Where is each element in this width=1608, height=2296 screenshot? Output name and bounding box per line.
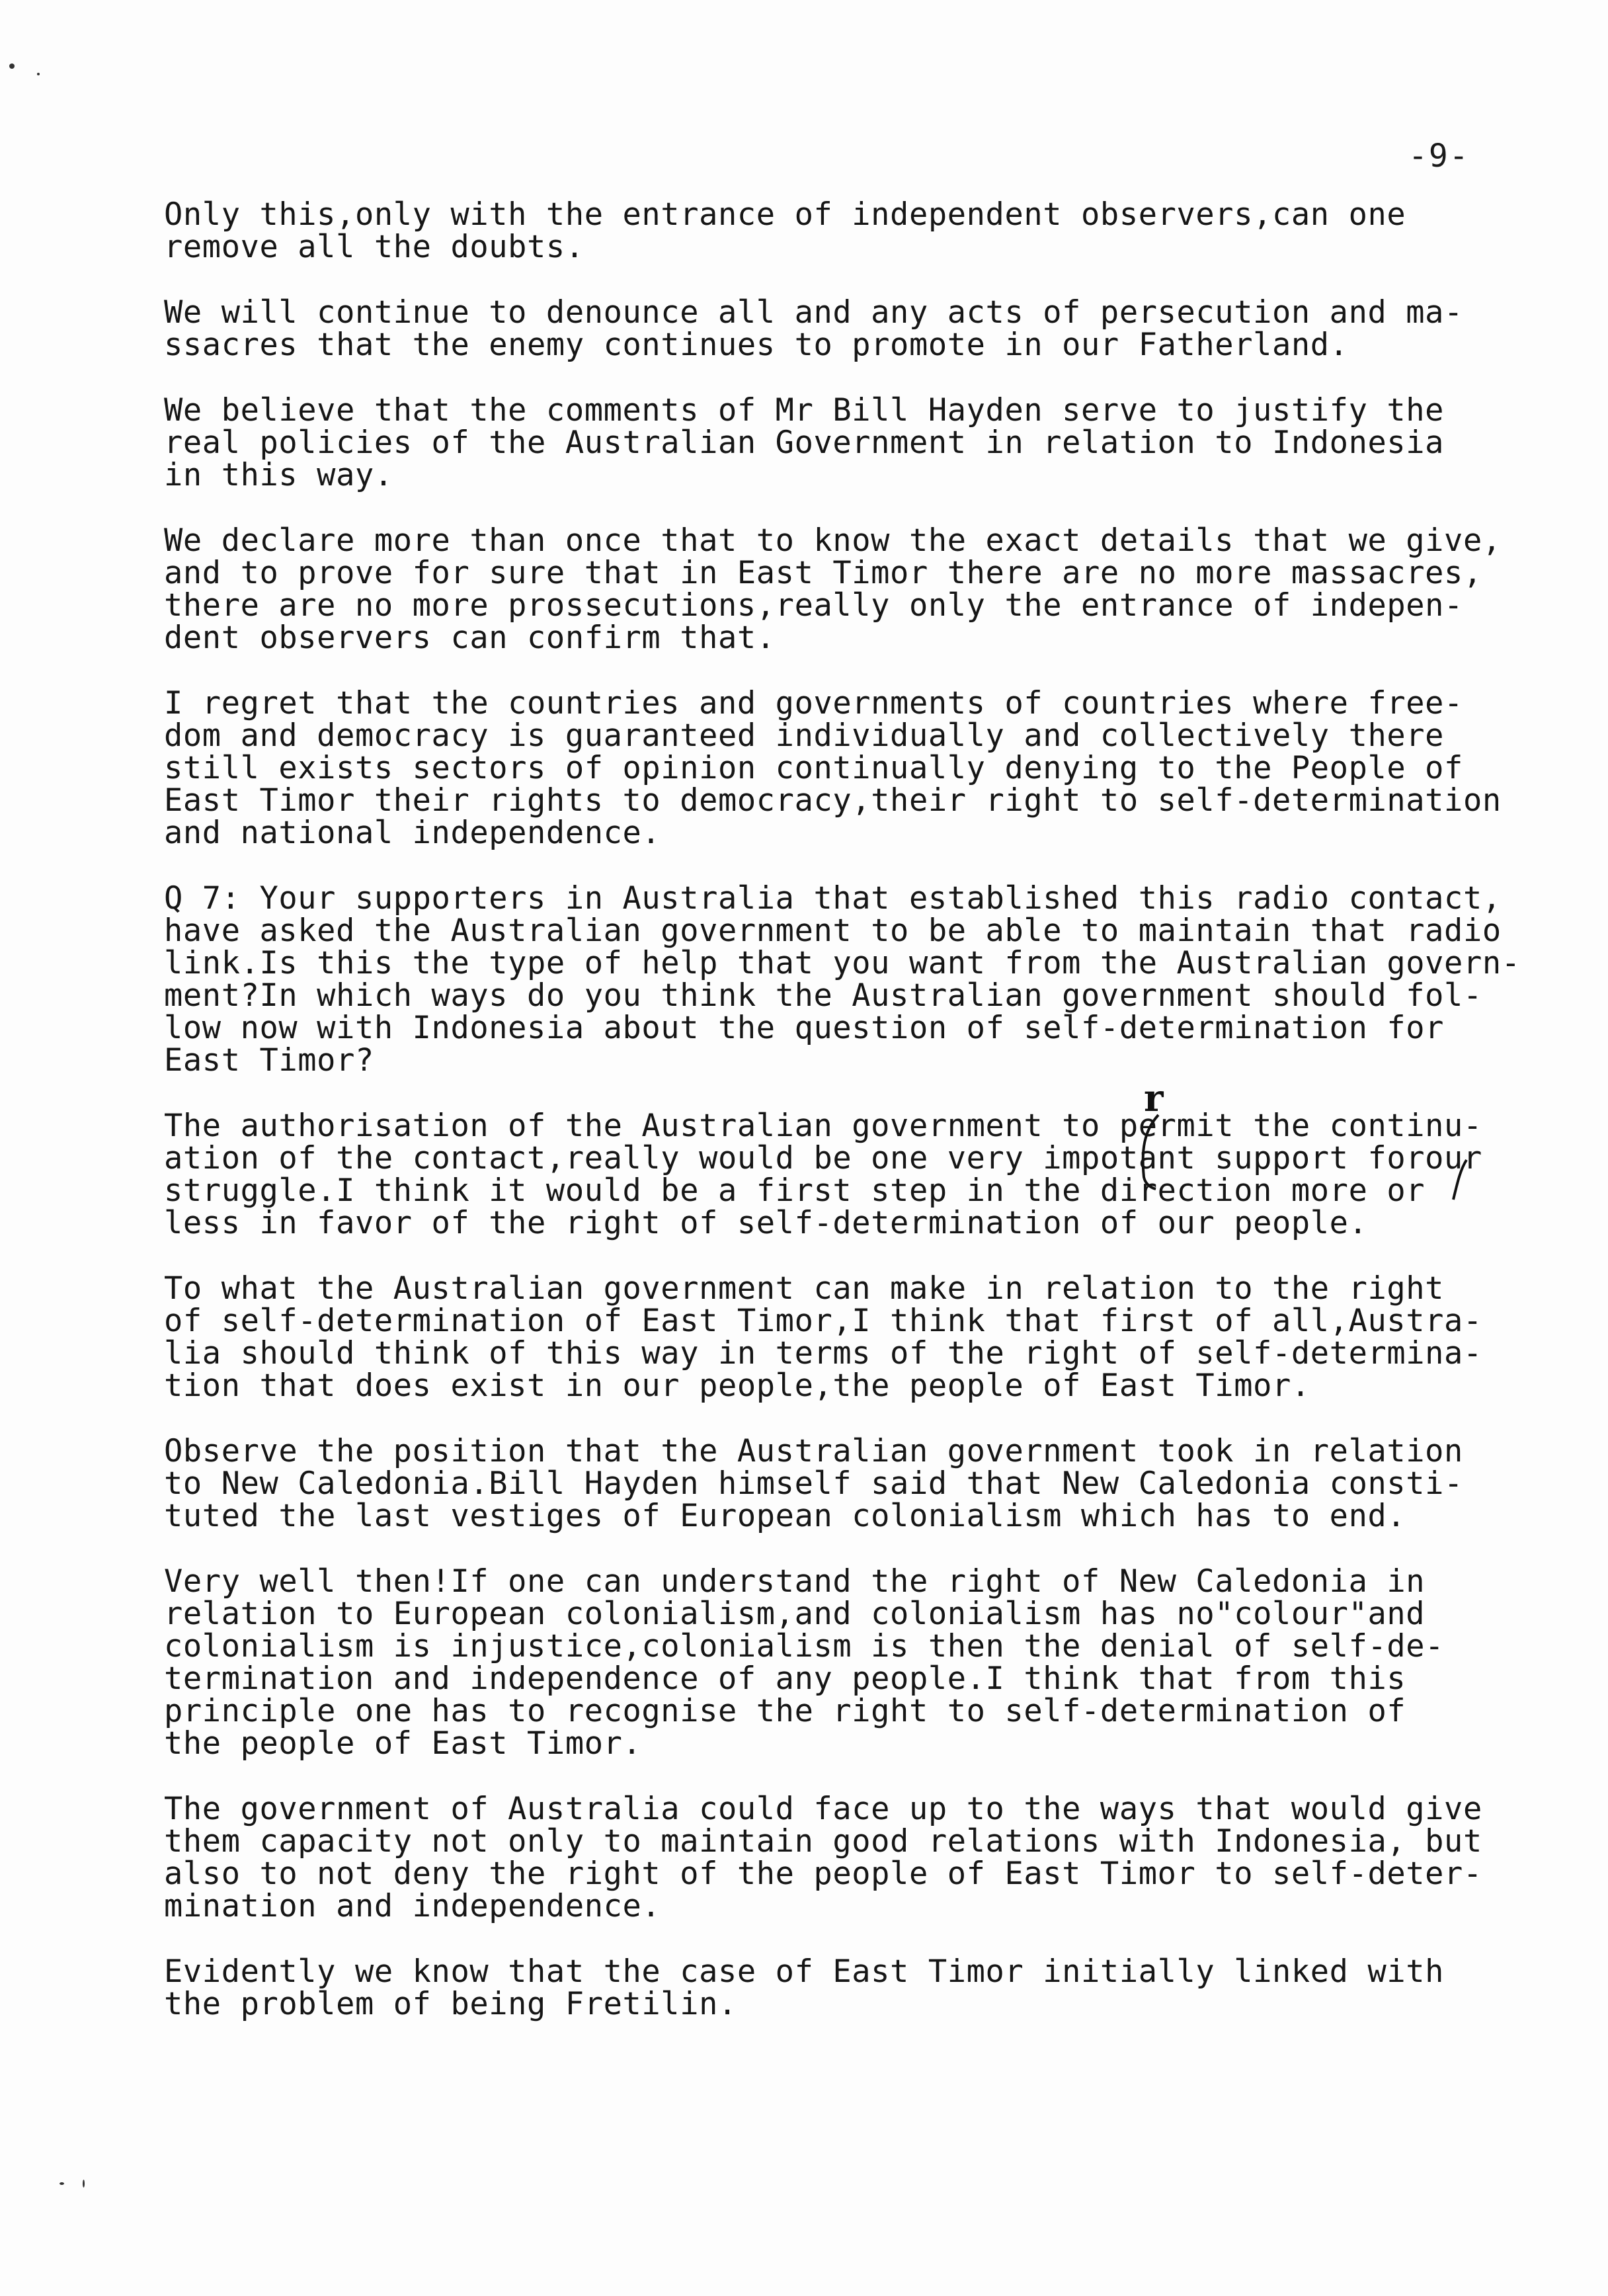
paragraph-1: Only this,only with the entrance of independent observers,can one remove all the doubts. xyxy=(164,196,1406,265)
paragraph-4: We declare more than once that to know the exact details that we give, and to prove for sure that in East Timor there are no more massacres, there are no more prossecutions,really only the entrance of indepen- dent observers can confirm that. xyxy=(164,522,1502,656)
handwritten-insertion-mark xyxy=(1117,1078,1197,1197)
paragraph-2: We will continue to denounce all and any acts of persecution and ma- ssacres that the enemy continues to promote in our Fatherland. xyxy=(164,294,1463,363)
paragraph-3: We believe that the comments of Mr Bill Hayden serve to justify the real policies of the Australian Government in relation to Indonesia in this way. xyxy=(164,392,1445,493)
paragraph-10: Very well then!If one can understand the right of New Caledonia in relation to European colonialism,and colonialism has no"colour"and colonialism is injustice,colonialism is then the denial of self-de- termination and independence of any people.I think that from this principle one has to recognise the right to self-determination of the people of East Timor. xyxy=(164,1563,1445,1762)
scan-speck xyxy=(37,73,40,75)
page-number: -9- xyxy=(1408,138,1470,175)
paragraph-7: The authorisation of the Australian government to permit the continu- ation of the contact,really would be one very impotant support forour struggle.I think it would be a first step in the direction more or less in favor of the right of self-determination of our people. xyxy=(164,1108,1482,1241)
correction-stroke xyxy=(1453,1160,1467,1200)
paragraph-5: I regret that the countries and governments of countries where free- dom and democracy is guaranteed individually and collectively there still exists sectors of opinion continually denying to the People of East Timor their rights to democracy,their right to self-determination and national independence. xyxy=(164,685,1502,851)
body-text xyxy=(164,198,1566,2053)
caret-stroke xyxy=(1143,1115,1158,1189)
scan-speck xyxy=(60,2182,64,2185)
scan-speck xyxy=(83,2180,85,2188)
handwritten-correction-mark xyxy=(1448,1157,1474,1204)
scan-speck xyxy=(9,63,15,69)
paragraph-12: Evidently we know that the case of East Timor initially linked with the problem of being Fretilin. xyxy=(164,1953,1445,2022)
paragraph-9: Observe the position that the Australian government took in relation to New Caledonia.Bill Hayden himself said that New Caledonia consti- tuted the last vestiges of European colonialism which has to end. xyxy=(164,1433,1463,1534)
handwritten-letter-r: r xyxy=(1144,1078,1164,1120)
paragraph-q7: Q 7: Your supporters in Australia that established this radio contact, have asked the Australian government to be able to maintain that radio link.Is this the type of help that you want from the Australian govern- ment?In which ways do you think the Australian government should fol- low now with Indonesia about the question of self-determination for East Timor? xyxy=(164,880,1521,1079)
paragraph-11: The government of Australia could face up to the ways that would give them capacity not only to maintain good relations with Indonesia, but also to not deny the right of the people of East Timor to self-deter- mination and independence. xyxy=(164,1791,1482,1924)
paragraph-8: To what the Australian government can make in relation to the right of self-determination of East Timor,I think that first of all,Austra- lia should think of this way in terms of the right of self-determina- tion that does exist in our people,the people of East Timor. xyxy=(164,1270,1482,1404)
